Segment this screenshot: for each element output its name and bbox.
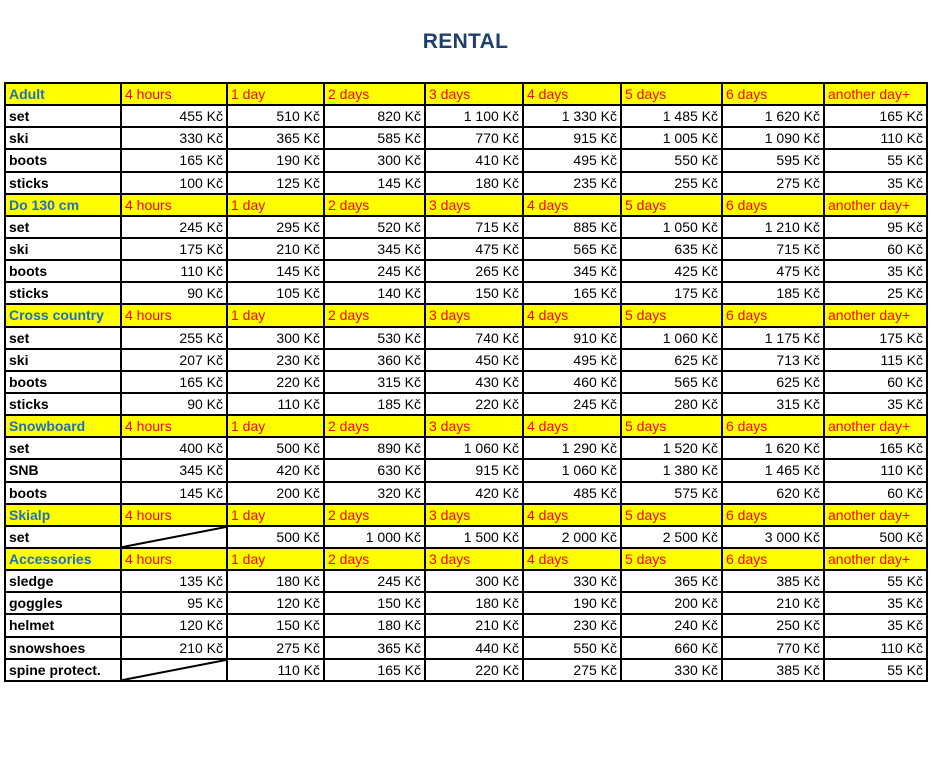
duration-header: 3 days: [425, 415, 523, 437]
table-row: [5, 526, 927, 548]
price-cell: 220 Kč: [425, 393, 523, 415]
duration-header: 4 hours: [121, 194, 227, 216]
section-header-row: [5, 548, 927, 570]
item-label: ski: [5, 127, 121, 149]
table-row: [5, 349, 927, 371]
duration-header: 4 hours: [121, 415, 227, 437]
item-label: sticks: [5, 393, 121, 415]
table-row: [5, 482, 927, 504]
not-available-cell: [121, 659, 227, 681]
item-label: snowshoes: [5, 637, 121, 659]
rental-price-table: [4, 82, 928, 682]
duration-header: 5 days: [621, 304, 722, 326]
item-label: set: [5, 327, 121, 349]
price-cell: 3 000 Kč: [722, 526, 824, 548]
duration-header: 6 days: [722, 548, 824, 570]
duration-header: 4 days: [523, 83, 621, 105]
duration-header: 6 days: [722, 304, 824, 326]
duration-header: 5 days: [621, 83, 722, 105]
price-cell: 345 Kč: [523, 260, 621, 282]
price-cell: 1 000 Kč: [324, 526, 425, 548]
price-cell: 1 100 Kč: [425, 105, 523, 127]
price-cell: 110 Kč: [227, 659, 324, 681]
price-cell: 550 Kč: [621, 149, 722, 171]
price-cell: 440 Kč: [425, 637, 523, 659]
table-row: [5, 127, 927, 149]
price-cell: 1 380 Kč: [621, 459, 722, 481]
price-cell: 210 Kč: [425, 614, 523, 636]
item-label: boots: [5, 149, 121, 171]
price-cell: 185 Kč: [324, 393, 425, 415]
price-cell: 565 Kč: [621, 371, 722, 393]
price-cell: 110 Kč: [121, 260, 227, 282]
section-header-row: [5, 415, 927, 437]
price-cell: 315 Kč: [324, 371, 425, 393]
section-header-row: [5, 194, 927, 216]
table-row: [5, 216, 927, 238]
price-cell: 625 Kč: [621, 349, 722, 371]
duration-header: 4 hours: [121, 548, 227, 570]
item-label: sticks: [5, 172, 121, 194]
price-cell: 120 Kč: [121, 614, 227, 636]
price-cell: 550 Kč: [523, 637, 621, 659]
price-cell: 60 Kč: [824, 482, 927, 504]
price-cell: 165 Kč: [824, 437, 927, 459]
price-cell: 110 Kč: [227, 393, 324, 415]
price-cell: 35 Kč: [824, 614, 927, 636]
table-row: [5, 637, 927, 659]
item-label: set: [5, 437, 121, 459]
price-cell: 1 175 Kč: [722, 327, 824, 349]
price-cell: 275 Kč: [722, 172, 824, 194]
price-cell: 345 Kč: [121, 459, 227, 481]
price-cell: 275 Kč: [523, 659, 621, 681]
price-cell: 1 005 Kč: [621, 127, 722, 149]
price-cell: 715 Kč: [425, 216, 523, 238]
duration-header: 4 days: [523, 415, 621, 437]
duration-header: 2 days: [324, 304, 425, 326]
item-label: SNB: [5, 459, 121, 481]
section-category-label: Skialp: [5, 504, 121, 526]
duration-header: 5 days: [621, 415, 722, 437]
price-cell: 1 620 Kč: [722, 105, 824, 127]
price-cell: 485 Kč: [523, 482, 621, 504]
price-cell: 425 Kč: [621, 260, 722, 282]
price-cell: 770 Kč: [722, 637, 824, 659]
price-cell: 210 Kč: [121, 637, 227, 659]
price-cell: 915 Kč: [425, 459, 523, 481]
price-cell: 510 Kč: [227, 105, 324, 127]
duration-header: 2 days: [324, 194, 425, 216]
duration-header: 5 days: [621, 548, 722, 570]
duration-header: 1 day: [227, 504, 324, 526]
price-cell: 575 Kč: [621, 482, 722, 504]
price-cell: 410 Kč: [425, 149, 523, 171]
price-cell: 235 Kč: [523, 172, 621, 194]
price-cell: 245 Kč: [324, 570, 425, 592]
price-cell: 180 Kč: [425, 592, 523, 614]
price-cell: 280 Kč: [621, 393, 722, 415]
duration-header: 3 days: [425, 304, 523, 326]
table-row: [5, 570, 927, 592]
price-cell: 245 Kč: [523, 393, 621, 415]
price-cell: 90 Kč: [121, 282, 227, 304]
price-cell: 35 Kč: [824, 393, 927, 415]
price-cell: 120 Kč: [227, 592, 324, 614]
price-cell: 365 Kč: [621, 570, 722, 592]
price-cell: 207 Kč: [121, 349, 227, 371]
price-cell: 345 Kč: [324, 238, 425, 260]
table-row: [5, 459, 927, 481]
duration-header: 6 days: [722, 194, 824, 216]
price-cell: 915 Kč: [523, 127, 621, 149]
price-cell: 55 Kč: [824, 659, 927, 681]
price-cell: 1 060 Kč: [425, 437, 523, 459]
price-cell: 2 500 Kč: [621, 526, 722, 548]
price-cell: 660 Kč: [621, 637, 722, 659]
price-cell: 220 Kč: [227, 371, 324, 393]
price-cell: 320 Kč: [324, 482, 425, 504]
item-label: sticks: [5, 282, 121, 304]
price-cell: 125 Kč: [227, 172, 324, 194]
duration-header: another day+: [824, 83, 927, 105]
price-cell: 95 Kč: [824, 216, 927, 238]
price-cell: 495 Kč: [523, 349, 621, 371]
price-cell: 300 Kč: [227, 327, 324, 349]
price-cell: 55 Kč: [824, 570, 927, 592]
price-cell: 1 465 Kč: [722, 459, 824, 481]
price-cell: 330 Kč: [621, 659, 722, 681]
price-cell: 200 Kč: [227, 482, 324, 504]
price-cell: 770 Kč: [425, 127, 523, 149]
diagonal-strike-icon: [122, 660, 226, 680]
duration-header: 3 days: [425, 548, 523, 570]
price-cell: 1 290 Kč: [523, 437, 621, 459]
price-cell: 630 Kč: [324, 459, 425, 481]
section-category-label: Do 130 cm: [5, 194, 121, 216]
price-cell: 230 Kč: [227, 349, 324, 371]
price-cell: 175 Kč: [621, 282, 722, 304]
price-cell: 35 Kč: [824, 260, 927, 282]
price-cell: 110 Kč: [824, 459, 927, 481]
price-cell: 180 Kč: [425, 172, 523, 194]
table-row: [5, 172, 927, 194]
price-cell: 175 Kč: [824, 327, 927, 349]
item-label: boots: [5, 482, 121, 504]
price-cell: 890 Kč: [324, 437, 425, 459]
price-cell: 190 Kč: [523, 592, 621, 614]
duration-header: another day+: [824, 548, 927, 570]
price-cell: 110 Kč: [824, 637, 927, 659]
duration-header: 2 days: [324, 548, 425, 570]
section-category-label: Cross country: [5, 304, 121, 326]
duration-header: 5 days: [621, 194, 722, 216]
price-cell: 300 Kč: [425, 570, 523, 592]
price-cell: 255 Kč: [121, 327, 227, 349]
item-label: ski: [5, 349, 121, 371]
price-cell: 220 Kč: [425, 659, 523, 681]
price-cell: 1 500 Kč: [425, 526, 523, 548]
table-row: [5, 659, 927, 681]
section-header-row: [5, 504, 927, 526]
price-cell: 185 Kč: [722, 282, 824, 304]
price-cell: 245 Kč: [121, 216, 227, 238]
price-cell: 455 Kč: [121, 105, 227, 127]
price-cell: 330 Kč: [523, 570, 621, 592]
price-cell: 1 520 Kč: [621, 437, 722, 459]
duration-header: 1 day: [227, 194, 324, 216]
price-cell: 430 Kč: [425, 371, 523, 393]
duration-header: 2 days: [324, 415, 425, 437]
price-cell: 295 Kč: [227, 216, 324, 238]
page-title: RENTAL: [422, 30, 509, 53]
price-cell: 1 485 Kč: [621, 105, 722, 127]
price-cell: 60 Kč: [824, 238, 927, 260]
price-cell: 245 Kč: [324, 260, 425, 282]
duration-header: 1 day: [227, 415, 324, 437]
price-cell: 35 Kč: [824, 172, 927, 194]
price-cell: 500 Kč: [824, 526, 927, 548]
price-cell: 740 Kč: [425, 327, 523, 349]
table-row: [5, 592, 927, 614]
price-cell: 230 Kč: [523, 614, 621, 636]
price-cell: 110 Kč: [824, 127, 927, 149]
price-cell: 165 Kč: [121, 371, 227, 393]
table-row: [5, 282, 927, 304]
price-cell: 60 Kč: [824, 371, 927, 393]
price-cell: 1 330 Kč: [523, 105, 621, 127]
price-cell: 315 Kč: [722, 393, 824, 415]
duration-header: 5 days: [621, 504, 722, 526]
price-cell: 190 Kč: [227, 149, 324, 171]
price-cell: 180 Kč: [324, 614, 425, 636]
duration-header: 6 days: [722, 504, 824, 526]
price-cell: 365 Kč: [227, 127, 324, 149]
table-row: [5, 614, 927, 636]
price-cell: 885 Kč: [523, 216, 621, 238]
price-cell: 165 Kč: [523, 282, 621, 304]
price-cell: 1 060 Kč: [621, 327, 722, 349]
price-cell: 400 Kč: [121, 437, 227, 459]
price-cell: 250 Kč: [722, 614, 824, 636]
duration-header: 4 hours: [121, 504, 227, 526]
duration-header: 3 days: [425, 504, 523, 526]
price-cell: 585 Kč: [324, 127, 425, 149]
item-label: ski: [5, 238, 121, 260]
section-header-row: [5, 83, 927, 105]
price-cell: 210 Kč: [227, 238, 324, 260]
price-cell: 713 Kč: [722, 349, 824, 371]
price-cell: 165 Kč: [324, 659, 425, 681]
item-label: boots: [5, 371, 121, 393]
price-cell: 275 Kč: [227, 637, 324, 659]
duration-header: 4 days: [523, 304, 621, 326]
price-cell: 95 Kč: [121, 592, 227, 614]
duration-header: 4 hours: [121, 83, 227, 105]
duration-header: 3 days: [425, 83, 523, 105]
price-cell: 1 090 Kč: [722, 127, 824, 149]
price-cell: 145 Kč: [324, 172, 425, 194]
duration-header: 1 day: [227, 304, 324, 326]
section-header-row: [5, 304, 927, 326]
table-row: [5, 327, 927, 349]
price-cell: 385 Kč: [722, 659, 824, 681]
item-label: set: [5, 526, 121, 548]
price-cell: 145 Kč: [227, 260, 324, 282]
price-cell: 520 Kč: [324, 216, 425, 238]
price-cell: 135 Kč: [121, 570, 227, 592]
price-cell: 420 Kč: [227, 459, 324, 481]
diagonal-strike-icon: [122, 527, 226, 547]
table-row: [5, 149, 927, 171]
price-cell: 115 Kč: [824, 349, 927, 371]
price-cell: 625 Kč: [722, 371, 824, 393]
duration-header: 4 days: [523, 504, 621, 526]
item-label: boots: [5, 260, 121, 282]
duration-header: another day+: [824, 415, 927, 437]
table-row: [5, 260, 927, 282]
duration-header: 6 days: [722, 415, 824, 437]
price-cell: 240 Kč: [621, 614, 722, 636]
price-cell: 360 Kč: [324, 349, 425, 371]
item-label: set: [5, 216, 121, 238]
price-cell: 1 060 Kč: [523, 459, 621, 481]
not-available-cell: [121, 526, 227, 548]
price-cell: 530 Kč: [324, 327, 425, 349]
price-cell: 330 Kč: [121, 127, 227, 149]
price-cell: 595 Kč: [722, 149, 824, 171]
duration-header: another day+: [824, 194, 927, 216]
price-cell: 180 Kč: [227, 570, 324, 592]
price-cell: 105 Kč: [227, 282, 324, 304]
duration-header: 2 days: [324, 504, 425, 526]
price-cell: 820 Kč: [324, 105, 425, 127]
price-cell: 150 Kč: [324, 592, 425, 614]
price-cell: 715 Kč: [722, 238, 824, 260]
price-cell: 175 Kč: [121, 238, 227, 260]
price-cell: 90 Kč: [121, 393, 227, 415]
item-label: spine protect.: [5, 659, 121, 681]
price-cell: 150 Kč: [227, 614, 324, 636]
price-cell: 475 Kč: [425, 238, 523, 260]
price-cell: 385 Kč: [722, 570, 824, 592]
price-cell: 25 Kč: [824, 282, 927, 304]
price-cell: 265 Kč: [425, 260, 523, 282]
price-cell: 565 Kč: [523, 238, 621, 260]
price-cell: 165 Kč: [824, 105, 927, 127]
duration-header: 2 days: [324, 83, 425, 105]
table-row: [5, 105, 927, 127]
price-cell: 1 210 Kč: [722, 216, 824, 238]
price-cell: 140 Kč: [324, 282, 425, 304]
table-row: [5, 371, 927, 393]
table-row: [5, 238, 927, 260]
price-cell: 1 050 Kč: [621, 216, 722, 238]
price-cell: 100 Kč: [121, 172, 227, 194]
price-cell: 420 Kč: [425, 482, 523, 504]
section-category-label: Snowboard: [5, 415, 121, 437]
price-cell: 620 Kč: [722, 482, 824, 504]
duration-header: 6 days: [722, 83, 824, 105]
item-label: sledge: [5, 570, 121, 592]
section-category-label: Accessories: [5, 548, 121, 570]
duration-header: 4 days: [523, 194, 621, 216]
section-category-label: Adult: [5, 83, 121, 105]
table-row: [5, 393, 927, 415]
item-label: goggles: [5, 592, 121, 614]
price-cell: 55 Kč: [824, 149, 927, 171]
price-cell: 365 Kč: [324, 637, 425, 659]
price-cell: 210 Kč: [722, 592, 824, 614]
price-cell: 255 Kč: [621, 172, 722, 194]
table-row: [5, 437, 927, 459]
duration-header: 4 days: [523, 548, 621, 570]
item-label: set: [5, 105, 121, 127]
price-cell: 150 Kč: [425, 282, 523, 304]
duration-header: 4 hours: [121, 304, 227, 326]
price-cell: 200 Kč: [621, 592, 722, 614]
price-cell: 635 Kč: [621, 238, 722, 260]
price-cell: 35 Kč: [824, 592, 927, 614]
duration-header: 1 day: [227, 548, 324, 570]
price-cell: 475 Kč: [722, 260, 824, 282]
price-cell: 300 Kč: [324, 149, 425, 171]
price-cell: 495 Kč: [523, 149, 621, 171]
price-cell: 2 000 Kč: [523, 526, 621, 548]
duration-header: another day+: [824, 304, 927, 326]
price-cell: 1 620 Kč: [722, 437, 824, 459]
price-cell: 460 Kč: [523, 371, 621, 393]
price-cell: 910 Kč: [523, 327, 621, 349]
price-cell: 500 Kč: [227, 526, 324, 548]
price-cell: 450 Kč: [425, 349, 523, 371]
duration-header: 1 day: [227, 83, 324, 105]
rental-price-table-wrapper: [4, 82, 928, 682]
price-cell: 500 Kč: [227, 437, 324, 459]
duration-header: another day+: [824, 504, 927, 526]
price-cell: 165 Kč: [121, 149, 227, 171]
item-label: helmet: [5, 614, 121, 636]
duration-header: 3 days: [425, 194, 523, 216]
price-cell: 145 Kč: [121, 482, 227, 504]
